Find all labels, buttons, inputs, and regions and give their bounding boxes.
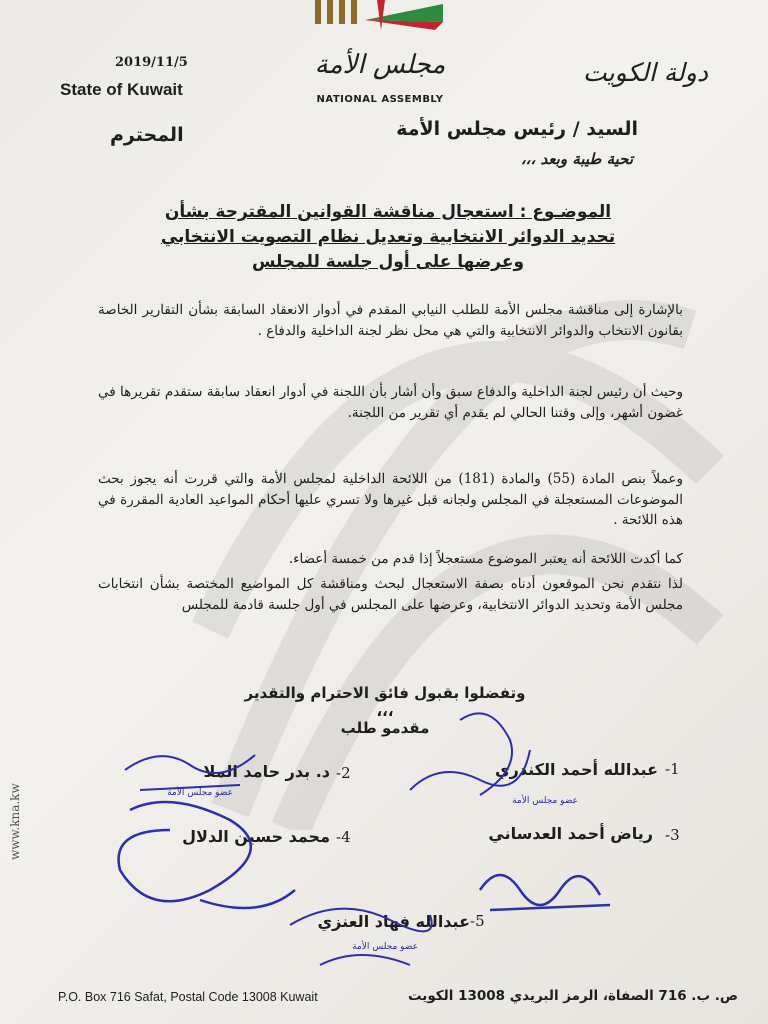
addressee: السيد / رئيس مجلس الأمة (396, 118, 638, 140)
signatory-2-name: د. بدر حامد الملا (203, 762, 330, 781)
signatory-5-number: -5 (470, 912, 485, 930)
paragraph-3: وعملاً بنص المادة (55) والمادة (181) من اللائحة الداخلية لمجلس الأمة والتي قررت أنه يجوز بحث الموضوعات المستعجلة في المجلس ولجانه قبل غيرها ولا تسري عليها أحكام المواعيد العادية المقررة في هذه اللائحة . (98, 471, 683, 528)
signature-5-scrawl (280, 895, 440, 975)
signatory-2-number: -2 (336, 764, 351, 782)
subject-line-3: وعرضها على أول جلسة للمجلس (251, 252, 525, 272)
signatory-1-stamp: عضو مجلس الأمة (512, 796, 578, 806)
signatory-1-name: عبدالله أحمد الكندري (495, 760, 658, 779)
signatory-5-name: عبدالله فهاد العنزي (317, 912, 470, 931)
subject-line-1: الموضـوع : استعجال مناقشة القوانين المقترحة بشأن (164, 202, 612, 222)
footer-address-en: P.O. Box 716 Safat, Postal Code 13008 Kuwait (58, 990, 318, 1004)
paragraph-4: كما أكدت اللائحة أنه يعتبر الموضوع مستعجلاً إذا قدم من خمسة أعضاء. (288, 551, 683, 567)
paragraph-5: لذا نتقدم نحن الموقعون أدناه بصفة الاستعجال لبحث ومناقشة كل المواضيع المختصة بشأن انتخابات مجلس الأمة وتحديد الدوائر الانتخابية، وعرضها على المجلس في أول جلسة قادمة للمجلس (98, 576, 683, 613)
kuwait-emblem-icon (305, 0, 445, 40)
footer-address-ar: ص. ب. 716 الصفاة، الرمز البريدي 13008 الكويت (407, 988, 738, 1004)
subject-block (158, 200, 618, 275)
paragraph-2: وحيث أن رئيس لجنة الداخلية والدفاع سبق وأن أشار بأن اللجنة في أدوار انعقاد سابقة ستقدم تقريرها في غضون أشهر، وإلى وقتنا الحالي لم يقدم أي تقرير من اللجنة. (98, 384, 683, 421)
state-of-kuwait-en: State of Kuwait (60, 80, 183, 99)
state-of-kuwait-ar: دولة الكويت (583, 58, 708, 87)
national-assembly-logo-ar: مجلس الأمة (314, 50, 446, 80)
signatory-5-stamp: عضو مجلس الأمة (352, 942, 418, 952)
paragraph-1: بالإشارة إلى مناقشة مجلس الأمة للطلب النيابي المقدم في أدوار الانعقاد السابقة بشأن التقارير الخاصة بقانون الانتخاب والدوائر الانتخابية والتي هي محل نظر لجنة الداخلية والدفاع . (98, 302, 683, 339)
signatory-4-name: محمد حسين الدلال (182, 827, 330, 846)
greeting: تحية طيبة وبعد ،،، (520, 150, 633, 168)
national-assembly-logo-en: NATIONAL ASSEMBLY (316, 94, 444, 105)
signatory-3-number: -3 (665, 826, 680, 844)
subject-line-2: تحديد الدوائر الانتخابية وتعديل نظام التصويت الانتخابي (160, 227, 616, 247)
letter-date: 2019/11/5 (115, 55, 188, 70)
closing-line: وتفضلوا بقبول فائق الاحترام والتقدير ،،، (244, 684, 526, 720)
signatory-2-stamp: عضو مجلس الأمة (167, 788, 233, 798)
respect-salutation: المحترم (110, 124, 184, 146)
applicants-title: مقدمو طلب (340, 719, 430, 737)
signature-3-scrawl (470, 850, 620, 920)
website-text: www.kna.kw (8, 783, 22, 860)
signatory-3-name: رياض أحمد العدساني (488, 824, 653, 843)
signatory-1-number: -1 (665, 760, 680, 778)
signatory-4-number: -4 (336, 828, 351, 846)
